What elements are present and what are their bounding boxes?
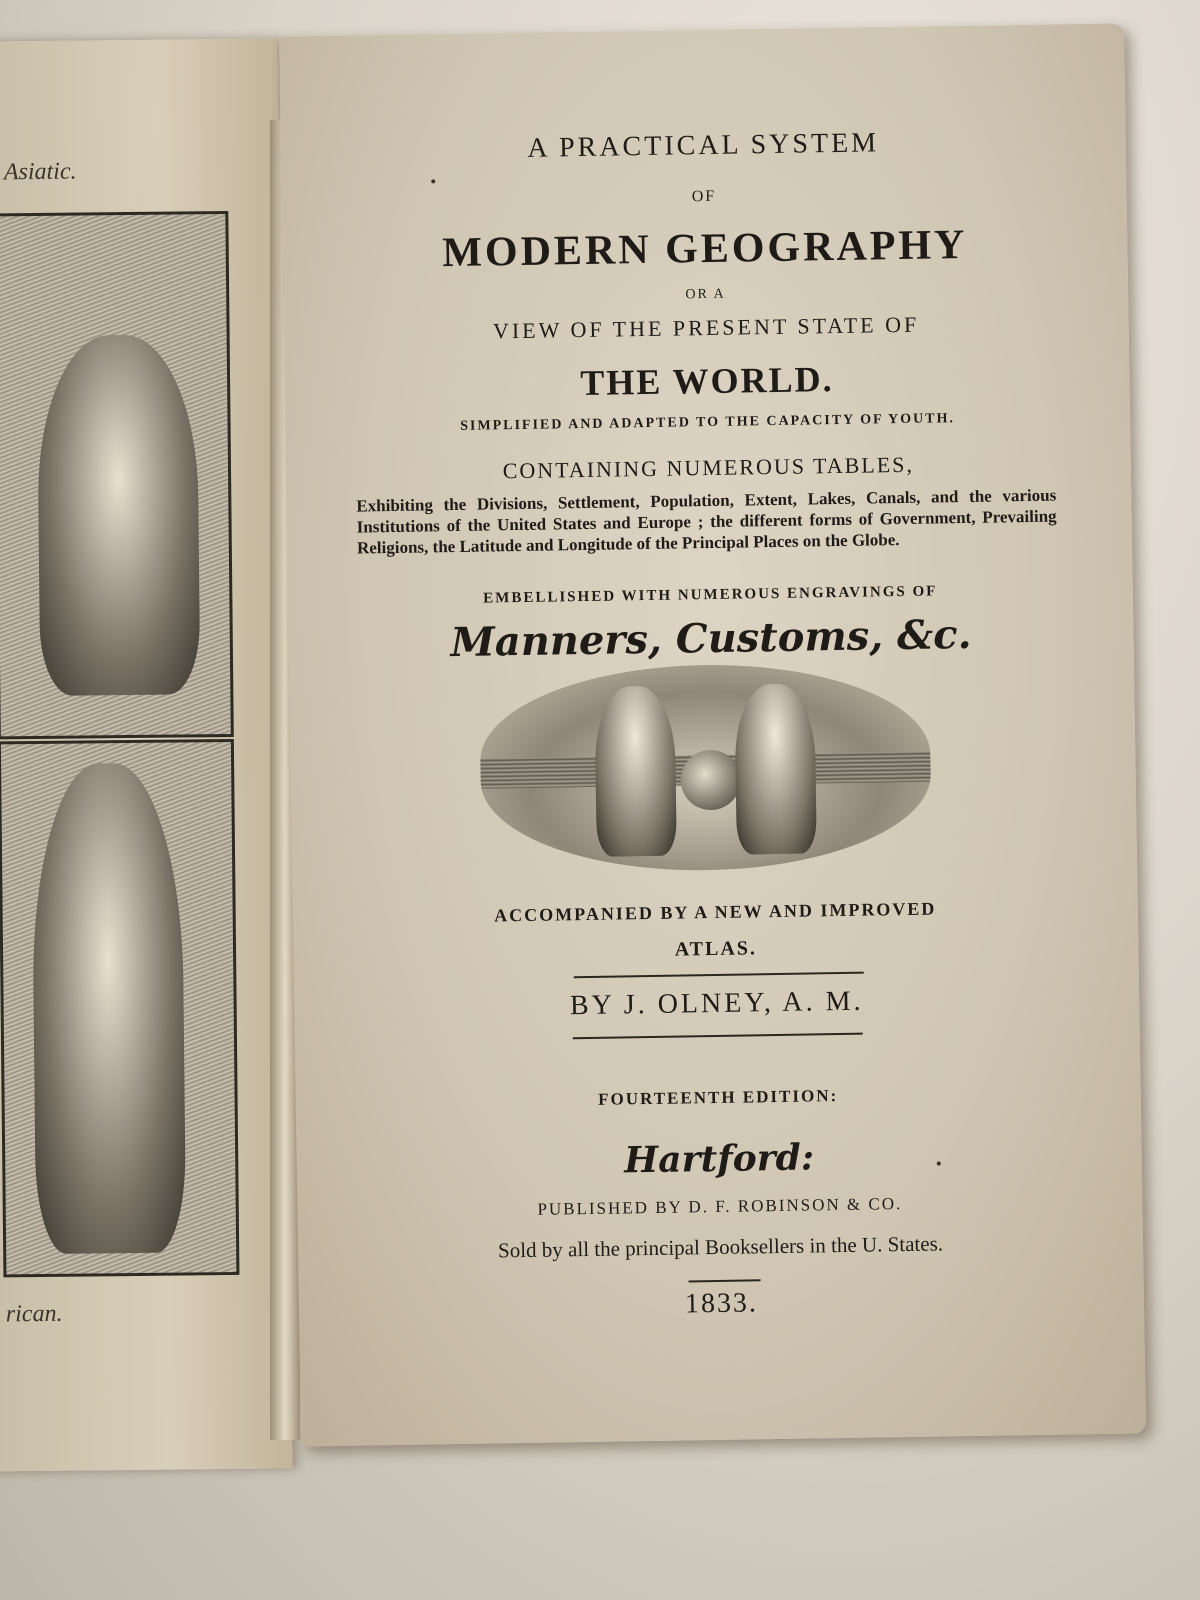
title-line-of: OF xyxy=(691,187,717,206)
divider-rule xyxy=(573,1033,863,1040)
edition-line: FOURTEENTH EDITION: xyxy=(598,1086,839,1109)
divider-rule xyxy=(689,1279,761,1282)
subtitle-atlas: ATLAS. xyxy=(674,937,758,961)
publication-city: Hartford: xyxy=(623,1136,815,1182)
seated-boy-with-map-illustration xyxy=(734,683,817,854)
description-paragraph: Exhibiting the Divisions, Settlement, Population, Extent, Lakes, Canals, and the various Institutions of the United States and Europe ; the different forms of Government, Prevailing Religions, the Latitude and Longitude of the Principal Places on the Globe. xyxy=(356,485,1057,558)
subtitle-simplified: SIMPLIFIED AND ADAPTED TO THE CAPACITY OF YOUTH. xyxy=(460,411,956,434)
subtitle-containing-tables: CONTAINING NUMEROUS TABLES, xyxy=(502,451,915,484)
distribution-line: Sold by all the principal Booksellers in the U. States. xyxy=(497,1231,944,1263)
title-line-practical-system: A PRACTICAL SYSTEM xyxy=(527,127,880,164)
title-line-or-a: OR A xyxy=(685,286,726,303)
globe-illustration xyxy=(680,750,741,811)
foxing-spot xyxy=(431,179,435,183)
title-line-view: VIEW OF THE PRESENT STATE OF xyxy=(492,311,920,344)
author-line: BY J. OLNEY, A. M. xyxy=(569,985,864,1022)
plate-caption-american: rican. xyxy=(5,1300,63,1328)
plate-caption-asiatic: Asiatic. xyxy=(3,158,77,186)
seated-girl-illustration xyxy=(594,686,677,857)
subtitle-accompanied: ACCOMPANIED BY A NEW AND IMPROVED xyxy=(494,898,937,926)
frontispiece-page xyxy=(0,38,292,1471)
publisher-line: PUBLISHED BY D. F. ROBINSON & CO. xyxy=(537,1194,903,1219)
book-title: MODERN GEOGRAPHY xyxy=(441,221,968,277)
divider-rule xyxy=(574,972,864,979)
subtitle-manners-customs: Manners, Customs, &c. xyxy=(450,610,972,667)
seated-figure-illustration xyxy=(37,334,201,696)
engraving-asiatic-figure xyxy=(0,211,234,739)
title-line-the-world: THE WORLD. xyxy=(579,359,834,404)
publication-year: 1833. xyxy=(684,1287,759,1320)
engraving-american-figure xyxy=(0,739,239,1277)
vignette-engraving-children-with-globe xyxy=(479,662,932,874)
standing-figure-illustration xyxy=(31,762,186,1254)
subtitle-embellished: EMBELLISHED WITH NUMEROUS ENGRAVINGS OF xyxy=(483,583,938,607)
foxing-spot xyxy=(937,1161,941,1165)
title-page xyxy=(279,23,1146,1446)
